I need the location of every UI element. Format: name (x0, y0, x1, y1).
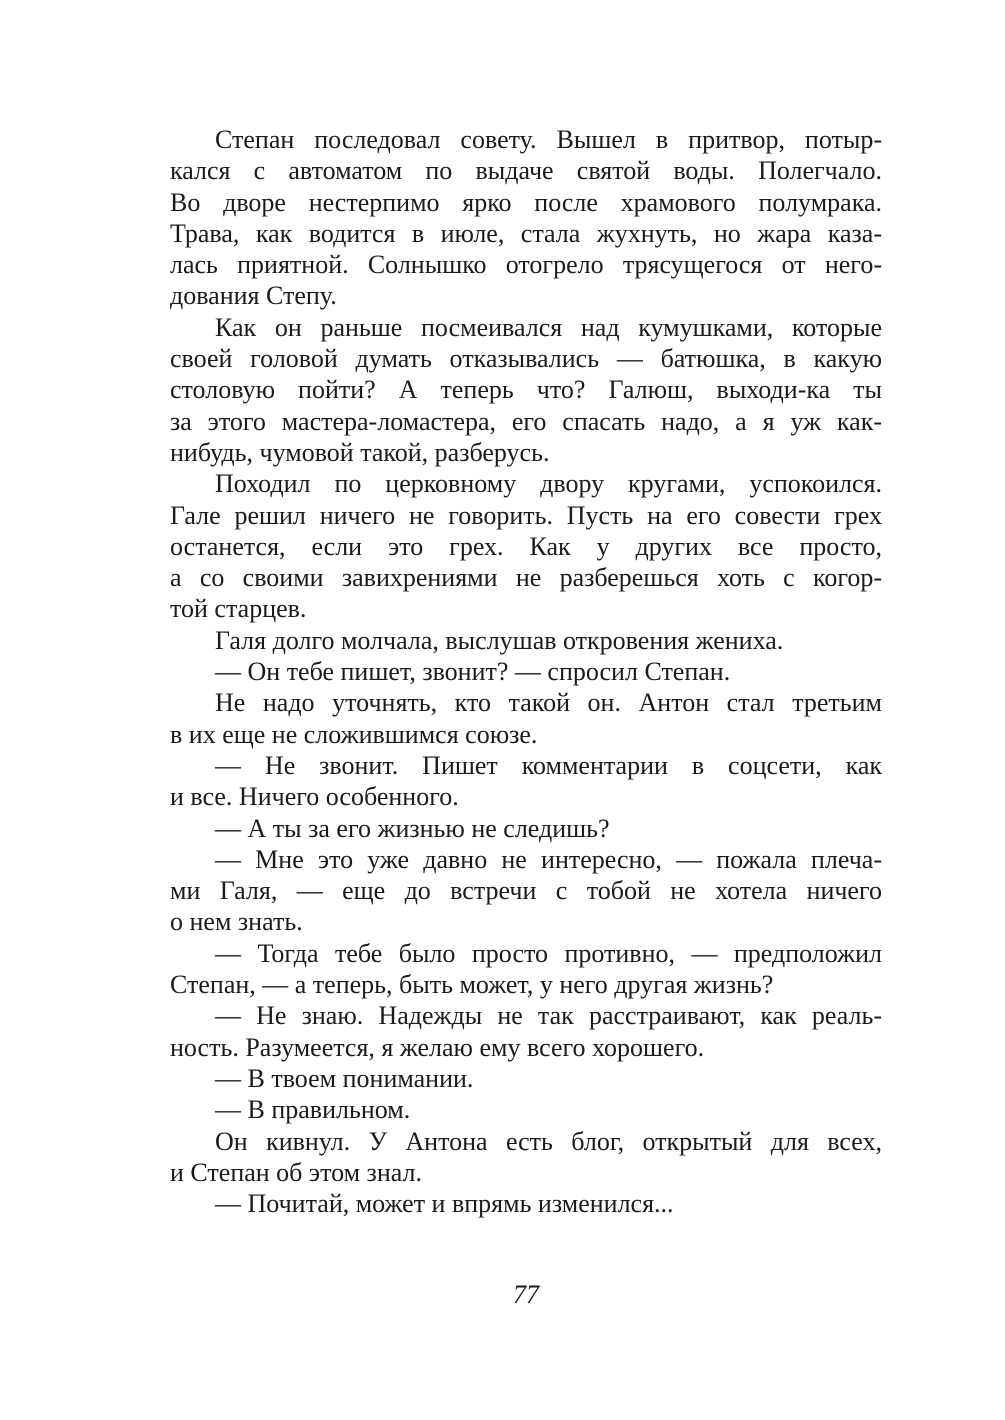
text-line: Во дворе нестерпимо ярко после храмового полумрака. (170, 187, 882, 217)
text-line: кался с автоматом по выдаче святой воды. Полегчало. (170, 156, 882, 186)
text-line: своей головой думать отказывались — батюшка, в какую (170, 344, 882, 374)
text-line: той старцев. (170, 594, 307, 624)
text-line: лась приятной. Солнышко отогрело трясущегося от него- (170, 250, 882, 280)
text-line: нибудь, чумовой такой, разберусь. (170, 437, 550, 467)
text-line: — Почитай, может и впрямь изменился... (215, 1189, 674, 1219)
page-number: 77 (513, 1280, 539, 1309)
text-line: а со своими завихрениями не разберешься хоть с когор- (170, 563, 882, 593)
text-line: дования Степу. (170, 281, 337, 311)
text-line: — Не звонит. Пишет комментарии в соцсети, как (215, 750, 882, 780)
text-line: Галя долго молчала, выслушав откровения жениха. (215, 625, 784, 655)
text-line: — Он тебе пишет, звонит? — спросил Степан. (215, 657, 731, 687)
text-line: Он кивнул. У Антона есть блог, открытый для всех, (215, 1126, 882, 1156)
text-line: — А ты за его жизнью не следишь? (215, 813, 610, 843)
text-line: — Не знаю. Надежды не так расстраивают, как реаль- (215, 1001, 882, 1031)
text-line: — В правильном. (215, 1095, 411, 1125)
text-line: Трава, как водится в июле, стала жухнуть, но жара каза- (170, 218, 882, 248)
text-line: Гале решил ничего не говорить. Пусть на его совести грех (170, 500, 882, 530)
text-line: Не надо уточнять, кто такой он. Антон стал третьим (215, 688, 882, 718)
text-line: в их еще не сложившимся союзе. (170, 719, 538, 749)
text-block (170, 124, 882, 1219)
text-line: ми Галя, — еще до встречи с тобой не хотела ничего (170, 876, 882, 906)
text-line: и Степан об этом знал. (170, 1157, 422, 1187)
text-line: за этого мастера-ломастера, его спасать надо, а я уж как- (170, 406, 882, 436)
text-line: останется, если это грех. Как у других все просто, (170, 531, 882, 561)
text-line: — Мне это уже давно не интересно, — пожала плеча- (215, 844, 882, 874)
text-line: и все. Ничего особенного. (170, 782, 459, 812)
text-line: столовую пойти? А теперь что? Галюш, выходи-ка ты (170, 375, 882, 405)
text-line: Степан, — а теперь, быть может, у него другая жизнь? (170, 970, 774, 1000)
text-line: о нем знать. (170, 907, 303, 937)
text-line: — В твоем понимании. (215, 1063, 474, 1093)
text-line: Как он раньше посмеивался над кумушками, которые (215, 312, 882, 342)
text-line: — Тогда тебе было просто противно, — предположил (215, 938, 882, 968)
text-line: Походил по церковному двору кругами, успокоился. (215, 469, 882, 499)
text-line: ность. Разумеется, я желаю ему всего хорошего. (170, 1032, 705, 1062)
text-line: Степан последовал совету. Вышел в притвор, потыр- (215, 125, 882, 154)
